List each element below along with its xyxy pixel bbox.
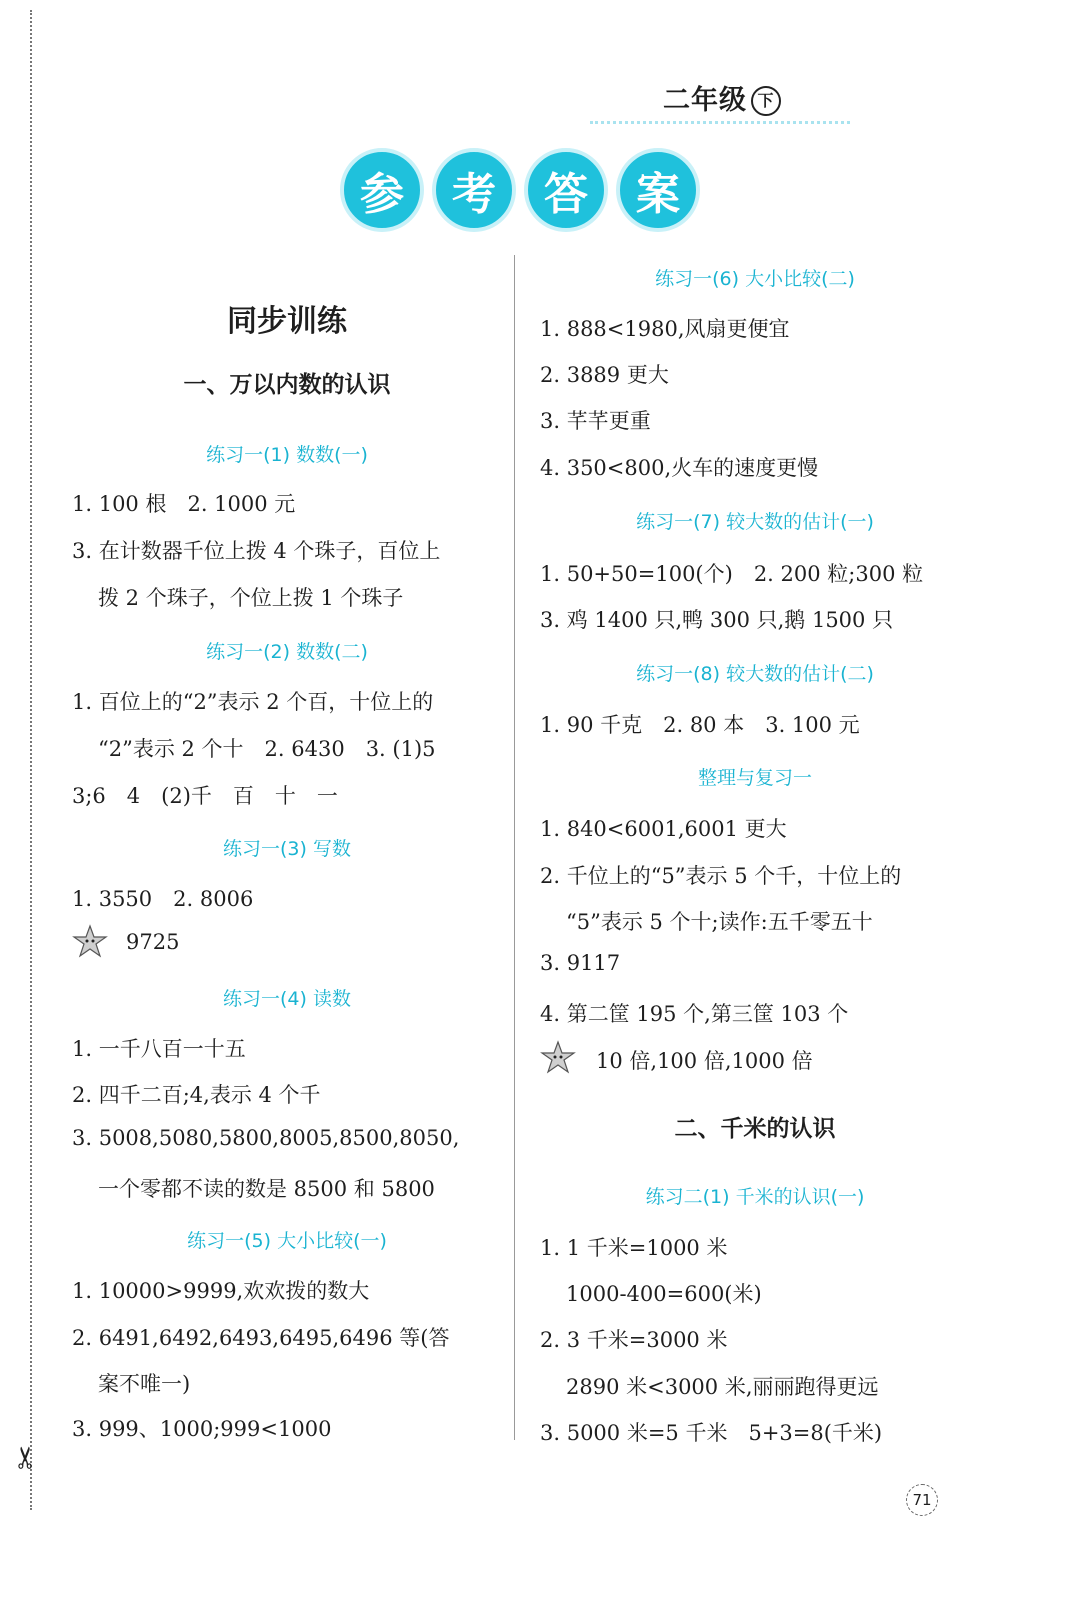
answer-line: 1. 一千八百一十五 xyxy=(72,1037,246,1061)
page-number: 71 xyxy=(906,1484,938,1516)
exercise-title: 练习一(3) 写数 xyxy=(223,838,351,860)
exercise-title: 整理与复习一 xyxy=(697,767,812,789)
answer-line: 3. 在计数器千位上拨 4 个珠子，百位上 xyxy=(72,539,441,563)
answer-line: 4. 第二筐 195 个,第三筐 103 个 xyxy=(540,1002,849,1026)
answer-line: 1. 3550 2. 8006 xyxy=(72,887,254,911)
dotted-rule xyxy=(590,121,850,124)
exercise-title: 练习一(1) 数数(一) xyxy=(206,444,368,466)
answer-line: 2. 千位上的“5”表示 5 个千，十位上的 xyxy=(540,864,902,888)
cut-line xyxy=(30,10,32,1510)
answer-line: 3. 5000 米=5 千米 5+3=8(千米) xyxy=(540,1421,883,1445)
answer-line: 4. 350<800,火车的速度更慢 xyxy=(540,456,819,480)
title-char-4: 案 xyxy=(616,148,700,232)
unit-title-2: 二、千米的认识 xyxy=(674,1116,836,1142)
scissors-icon: ✂ xyxy=(9,1444,45,1471)
exercise-title: 练习一(8) 较大数的估计(二) xyxy=(636,663,874,685)
exercise-title: 练习一(5) 大小比较(一) xyxy=(187,1230,387,1252)
star-answer: 10 倍,100 倍,1000 倍 xyxy=(596,1049,813,1073)
answer-line: 1. 840<6001,6001 更大 xyxy=(540,817,787,841)
answer-line: 2. 3 千米=3000 米 xyxy=(540,1328,728,1352)
answer-line: 3. 999、1000;999<1000 xyxy=(72,1417,332,1441)
term-badge: 下 xyxy=(751,86,781,116)
grade-label xyxy=(663,78,781,117)
title-char-3: 答 xyxy=(524,148,608,232)
answer-line: 2. 6491,6492,6493,6495,6496 等(答 xyxy=(72,1326,450,1350)
answer-line: 1. 50+50=100(个) 2. 200 粒;300 粒 xyxy=(540,562,924,586)
star-icon xyxy=(72,924,110,960)
unit-title-1: 一、万以内数的认识 xyxy=(183,372,391,398)
page-title xyxy=(340,148,700,232)
star-answer: 9725 xyxy=(126,930,180,954)
grade-text: 二年级 xyxy=(663,85,747,116)
exercise-title: 练习一(7) 较大数的估计(一) xyxy=(636,511,874,533)
exercise-title: 练习二(1) 千米的认识(一) xyxy=(645,1186,865,1208)
answer-line: 2. 3889 更大 xyxy=(540,363,669,387)
answer-line: 1. 888<1980,风扇更便宜 xyxy=(540,317,790,341)
answer-line: 3. 9117 xyxy=(540,951,621,975)
star-icon xyxy=(540,1040,578,1076)
answer-line: “2”表示 2 个十 2. 6430 3. (1)5 xyxy=(98,737,436,761)
answer-line: 1. 90 千克 2. 80 本 3. 100 元 xyxy=(540,713,860,737)
exercise-title: 练习一(2) 数数(二) xyxy=(206,641,368,663)
section-title: 同步训练 xyxy=(227,304,347,339)
answer-line: 1000-400=600(米) xyxy=(566,1282,762,1306)
answer-line: 2890 米<3000 米,丽丽跑得更远 xyxy=(566,1375,879,1399)
answer-line: 一个零都不读的数是 8500 和 5800 xyxy=(98,1177,435,1201)
answer-line: 3. 5008,5080,5800,8005,8500,8050, xyxy=(72,1126,460,1150)
answer-line: 案不唯一) xyxy=(98,1372,191,1396)
answer-line: 1. 1 千米=1000 米 xyxy=(540,1236,728,1260)
answer-line: “5”表示 5 个十;读作:五千零五十 xyxy=(566,910,873,934)
column-divider xyxy=(514,255,515,1440)
exercise-title: 练习一(4) 读数 xyxy=(223,988,351,1010)
answer-line: 拨 2 个珠子，个位上拨 1 个珠子 xyxy=(98,586,404,610)
title-char-1: 参 xyxy=(340,148,424,232)
title-char-2: 考 xyxy=(432,148,516,232)
answer-line: 2. 四千二百;4,表示 4 个千 xyxy=(72,1083,321,1107)
answer-line: 3. 鸡 1400 只,鸭 300 只,鹅 1500 只 xyxy=(540,608,894,632)
answer-line: 1. 100 根 2. 1000 元 xyxy=(72,492,296,516)
answer-line: 1. 百位上的“2”表示 2 个百，十位上的 xyxy=(72,690,434,714)
exercise-title: 练习一(6) 大小比较(二) xyxy=(655,268,855,290)
answer-line: 1. 10000>9999,欢欢拨的数大 xyxy=(72,1279,370,1303)
answer-line: 3. 芊芊更重 xyxy=(540,409,651,433)
answer-line: 3;6 4 (2)千 百 十 一 xyxy=(72,784,338,808)
